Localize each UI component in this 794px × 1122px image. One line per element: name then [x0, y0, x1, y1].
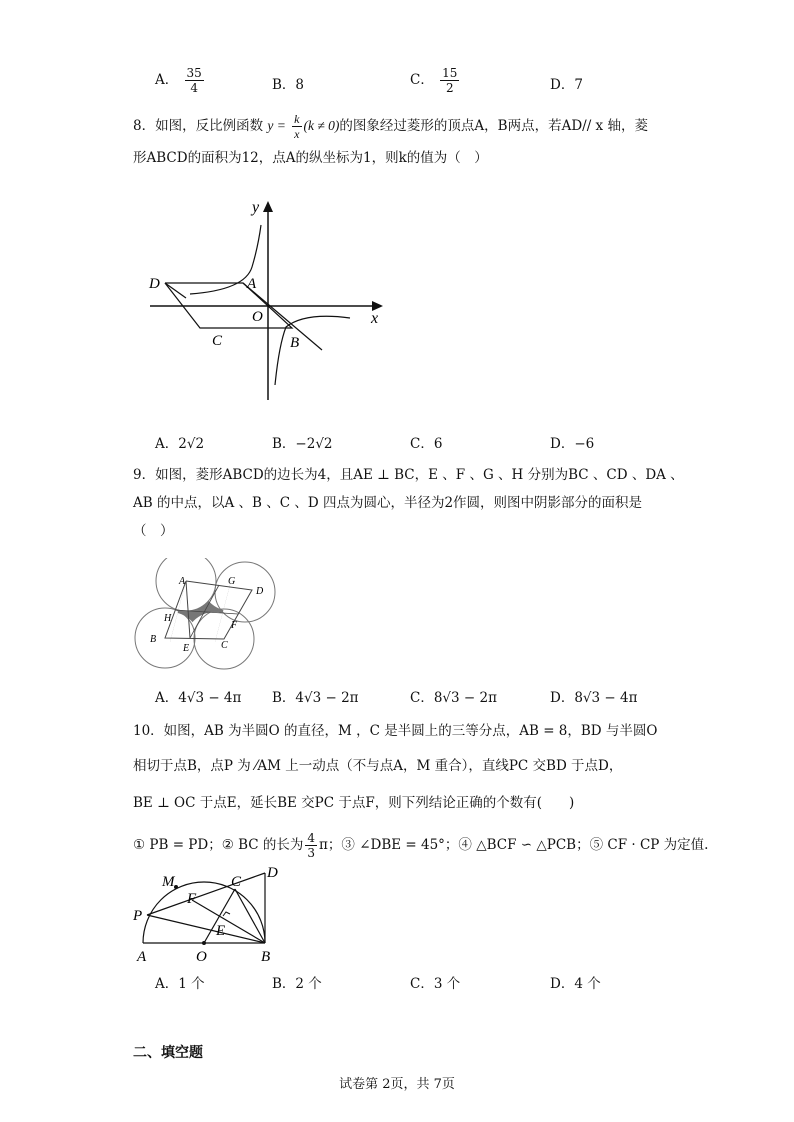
- q8-figure: [140, 195, 390, 405]
- q10-question-line1: 10．如图，AB 为半圆O 的直径，M ，C 是半圆上的三等分点，AB = 8，BD 与半圆O: [133, 723, 658, 739]
- q9-label-b: B: [150, 634, 157, 645]
- q9-option-b: B．4√3 − 2π: [272, 690, 359, 706]
- q10-label-m: M: [162, 874, 175, 890]
- q8-label-a: A: [247, 276, 257, 292]
- q8-label-b: B: [290, 335, 300, 351]
- q9-label-d: D: [256, 586, 264, 597]
- q8-option-d: D．−6: [550, 436, 595, 452]
- q10-label-b: B: [261, 949, 271, 965]
- q9-label-e: E: [183, 643, 190, 654]
- q10-label-e: E: [216, 923, 226, 939]
- q7-option-d: D．7: [550, 77, 583, 93]
- q10-label-p: P: [133, 908, 143, 924]
- q10-question-line2: 相切于点B，点P 为 ⁄AM 上一动点（不与点A，M 重合），直线PC 交BD 于点D，: [133, 758, 623, 774]
- q8-label-c: C: [212, 333, 223, 349]
- q9-label-h: H: [164, 613, 172, 624]
- q9-option-c: C．8√3 − 2π: [410, 690, 497, 706]
- q9-question-line3: （ ）: [133, 523, 174, 539]
- q9-question-line2: AB 的中点，以A 、B 、C 、D 四点为圆心，半径为2作圆，则图中阴影部分的面积是: [133, 495, 643, 511]
- q10-label-o: O: [196, 949, 207, 965]
- q9-question-line1: 9．如图，菱形ABCD的边长为4，且AE ⊥ BC，E 、F 、G 、H 分别为BC 、CD 、DA 、: [133, 467, 684, 483]
- q10-question-line4: ① PB = PD；② BC 的长为 $\frac{4}{3}$ π；③ ∠DBE = 45°；④ △BCF ∽ △PCB；⑤ CF · CP 为定值.: [133, 831, 709, 860]
- q10-label-f: F: [187, 891, 197, 907]
- q10-question-line3: BE ⊥ OC 于点E，延长BE 交PC 于点F，则下列结论正确的个数有( ): [133, 795, 575, 811]
- q9-label-a: A: [179, 576, 186, 587]
- q8-label-o: O: [252, 309, 263, 325]
- q9-option-d: D．8√3 − 4π: [550, 690, 638, 706]
- q10-option-d: D．4 个: [550, 976, 601, 992]
- q7-option-a: A． $\frac{35}{4}$: [155, 66, 202, 95]
- q8-label-x: x: [371, 310, 379, 327]
- q10-label-c: C: [231, 874, 242, 890]
- q9-label-f: F: [231, 620, 238, 631]
- q8-label-y: y: [252, 199, 260, 216]
- q8-label-d: D: [149, 276, 160, 292]
- q10-option-a: A．1 个: [155, 976, 205, 992]
- q10-option-b: B．2 个: [272, 976, 322, 992]
- q7-option-c: C． $\frac{15}{2}$: [410, 66, 458, 95]
- page-footer: 试卷第 2页，共 7页: [339, 1077, 455, 1092]
- q8-option-b: B．−2√2: [272, 436, 333, 452]
- q9-label-c: C: [221, 640, 228, 651]
- section-heading: 二、填空题: [133, 1045, 203, 1061]
- q9-figure: [134, 558, 284, 673]
- q9-option-a: A．4√3 − 4π: [155, 690, 242, 706]
- q9-label-g: G: [228, 576, 236, 587]
- q8-option-a: A．2√2: [155, 436, 205, 452]
- q8-question-line1: 8．如图，反比例函数 y = $\frac{k}{x}$ (k ≠ 0)的图象经过菱形的顶点A，B两点，若AD// x 轴，菱: [133, 112, 648, 141]
- q7-option-b: B．8: [272, 77, 305, 93]
- q10-label-a: A: [137, 949, 147, 965]
- q8-question-line2: 形ABCD的面积为12，点A的纵坐标为1，则k的值为（ ）: [133, 150, 488, 166]
- q10-option-c: C．3 个: [410, 976, 461, 992]
- q10-figure: [130, 860, 285, 965]
- q8-option-c: C．6: [410, 436, 443, 452]
- q10-label-d: D: [267, 865, 278, 881]
